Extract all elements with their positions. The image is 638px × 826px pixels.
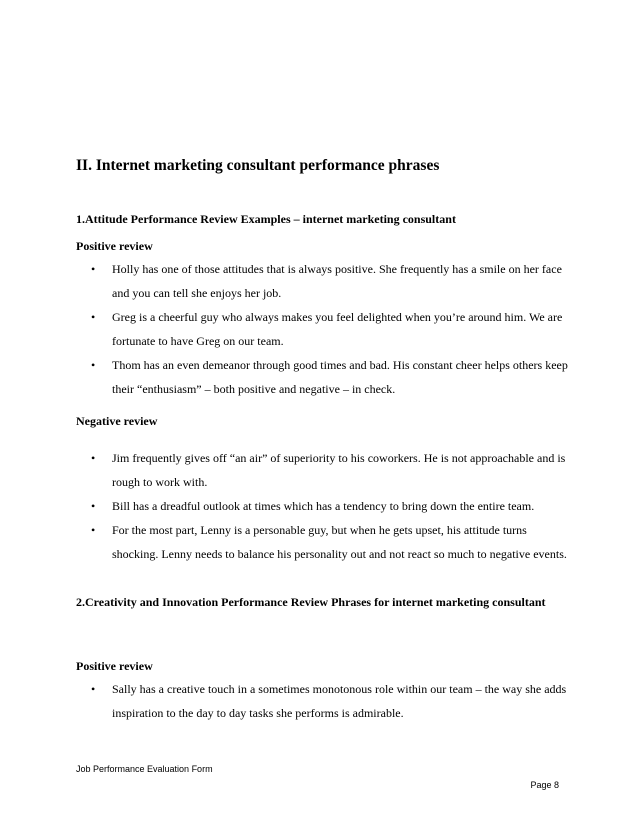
section1-positive-list: [91, 257, 571, 401]
list-item-text: Bill has a dreadful outlook at times which has a tendency to bring down the entire team.: [112, 499, 535, 513]
bullet-icon: •: [91, 262, 96, 276]
list-item: [91, 518, 571, 566]
list-item: [91, 305, 571, 353]
list-item-text: Thom has an even demeanor through good times and bad. His constant cheer helps others keep their “enthusiasm” – both positive and negative – in check.: [112, 358, 568, 396]
section-title: II. Internet marketing consultant performance phrases: [76, 157, 440, 174]
section2-positive-label: Positive review: [76, 659, 153, 673]
section1-positive-label: Positive review: [76, 239, 153, 253]
list-item: [91, 353, 571, 401]
footer-page-number: Page 8: [530, 780, 559, 790]
section2-heading: 2.Creativity and Innovation Performance Review Phrases for internet marketing consultant: [76, 595, 546, 609]
list-item: [91, 677, 571, 725]
list-item: [91, 257, 571, 305]
bullet-icon: •: [91, 358, 96, 372]
bullet-icon: •: [91, 451, 96, 465]
list-item: [91, 446, 571, 494]
list-item-text: Sally has a creative touch in a sometimes monotonous role within our team – the way she adds inspiration to the day to day tasks she performs is admirable.: [112, 682, 567, 720]
section1-negative-label: Negative review: [76, 414, 158, 428]
bullet-icon: •: [91, 499, 96, 513]
bullet-icon: •: [91, 682, 96, 696]
list-item-text: For the most part, Lenny is a personable guy, but when he gets upset, his attitude turns shocking. Lenny needs to balance his personality out and not react so much to negative events.: [112, 523, 567, 561]
section1-heading: 1.Attitude Performance Review Examples – internet marketing consultant: [76, 212, 456, 226]
section2-positive-list: [91, 677, 571, 725]
bullet-icon: •: [91, 523, 96, 537]
list-item: [91, 494, 571, 518]
list-item-text: Holly has one of those attitudes that is always positive. She frequently has a smile on her face and you can tell she enjoys her job.: [112, 262, 562, 300]
footer-form-name: Job Performance Evaluation Form: [76, 764, 213, 774]
list-item-text: Jim frequently gives off “an air” of superiority to his coworkers. He is not approachable and is rough to work with.: [112, 451, 566, 489]
section1-negative-list: [91, 446, 571, 566]
bullet-icon: •: [91, 310, 96, 324]
list-item-text: Greg is a cheerful guy who always makes you feel delighted when you’re around him. We are fortunate to have Greg on our team.: [112, 310, 563, 348]
